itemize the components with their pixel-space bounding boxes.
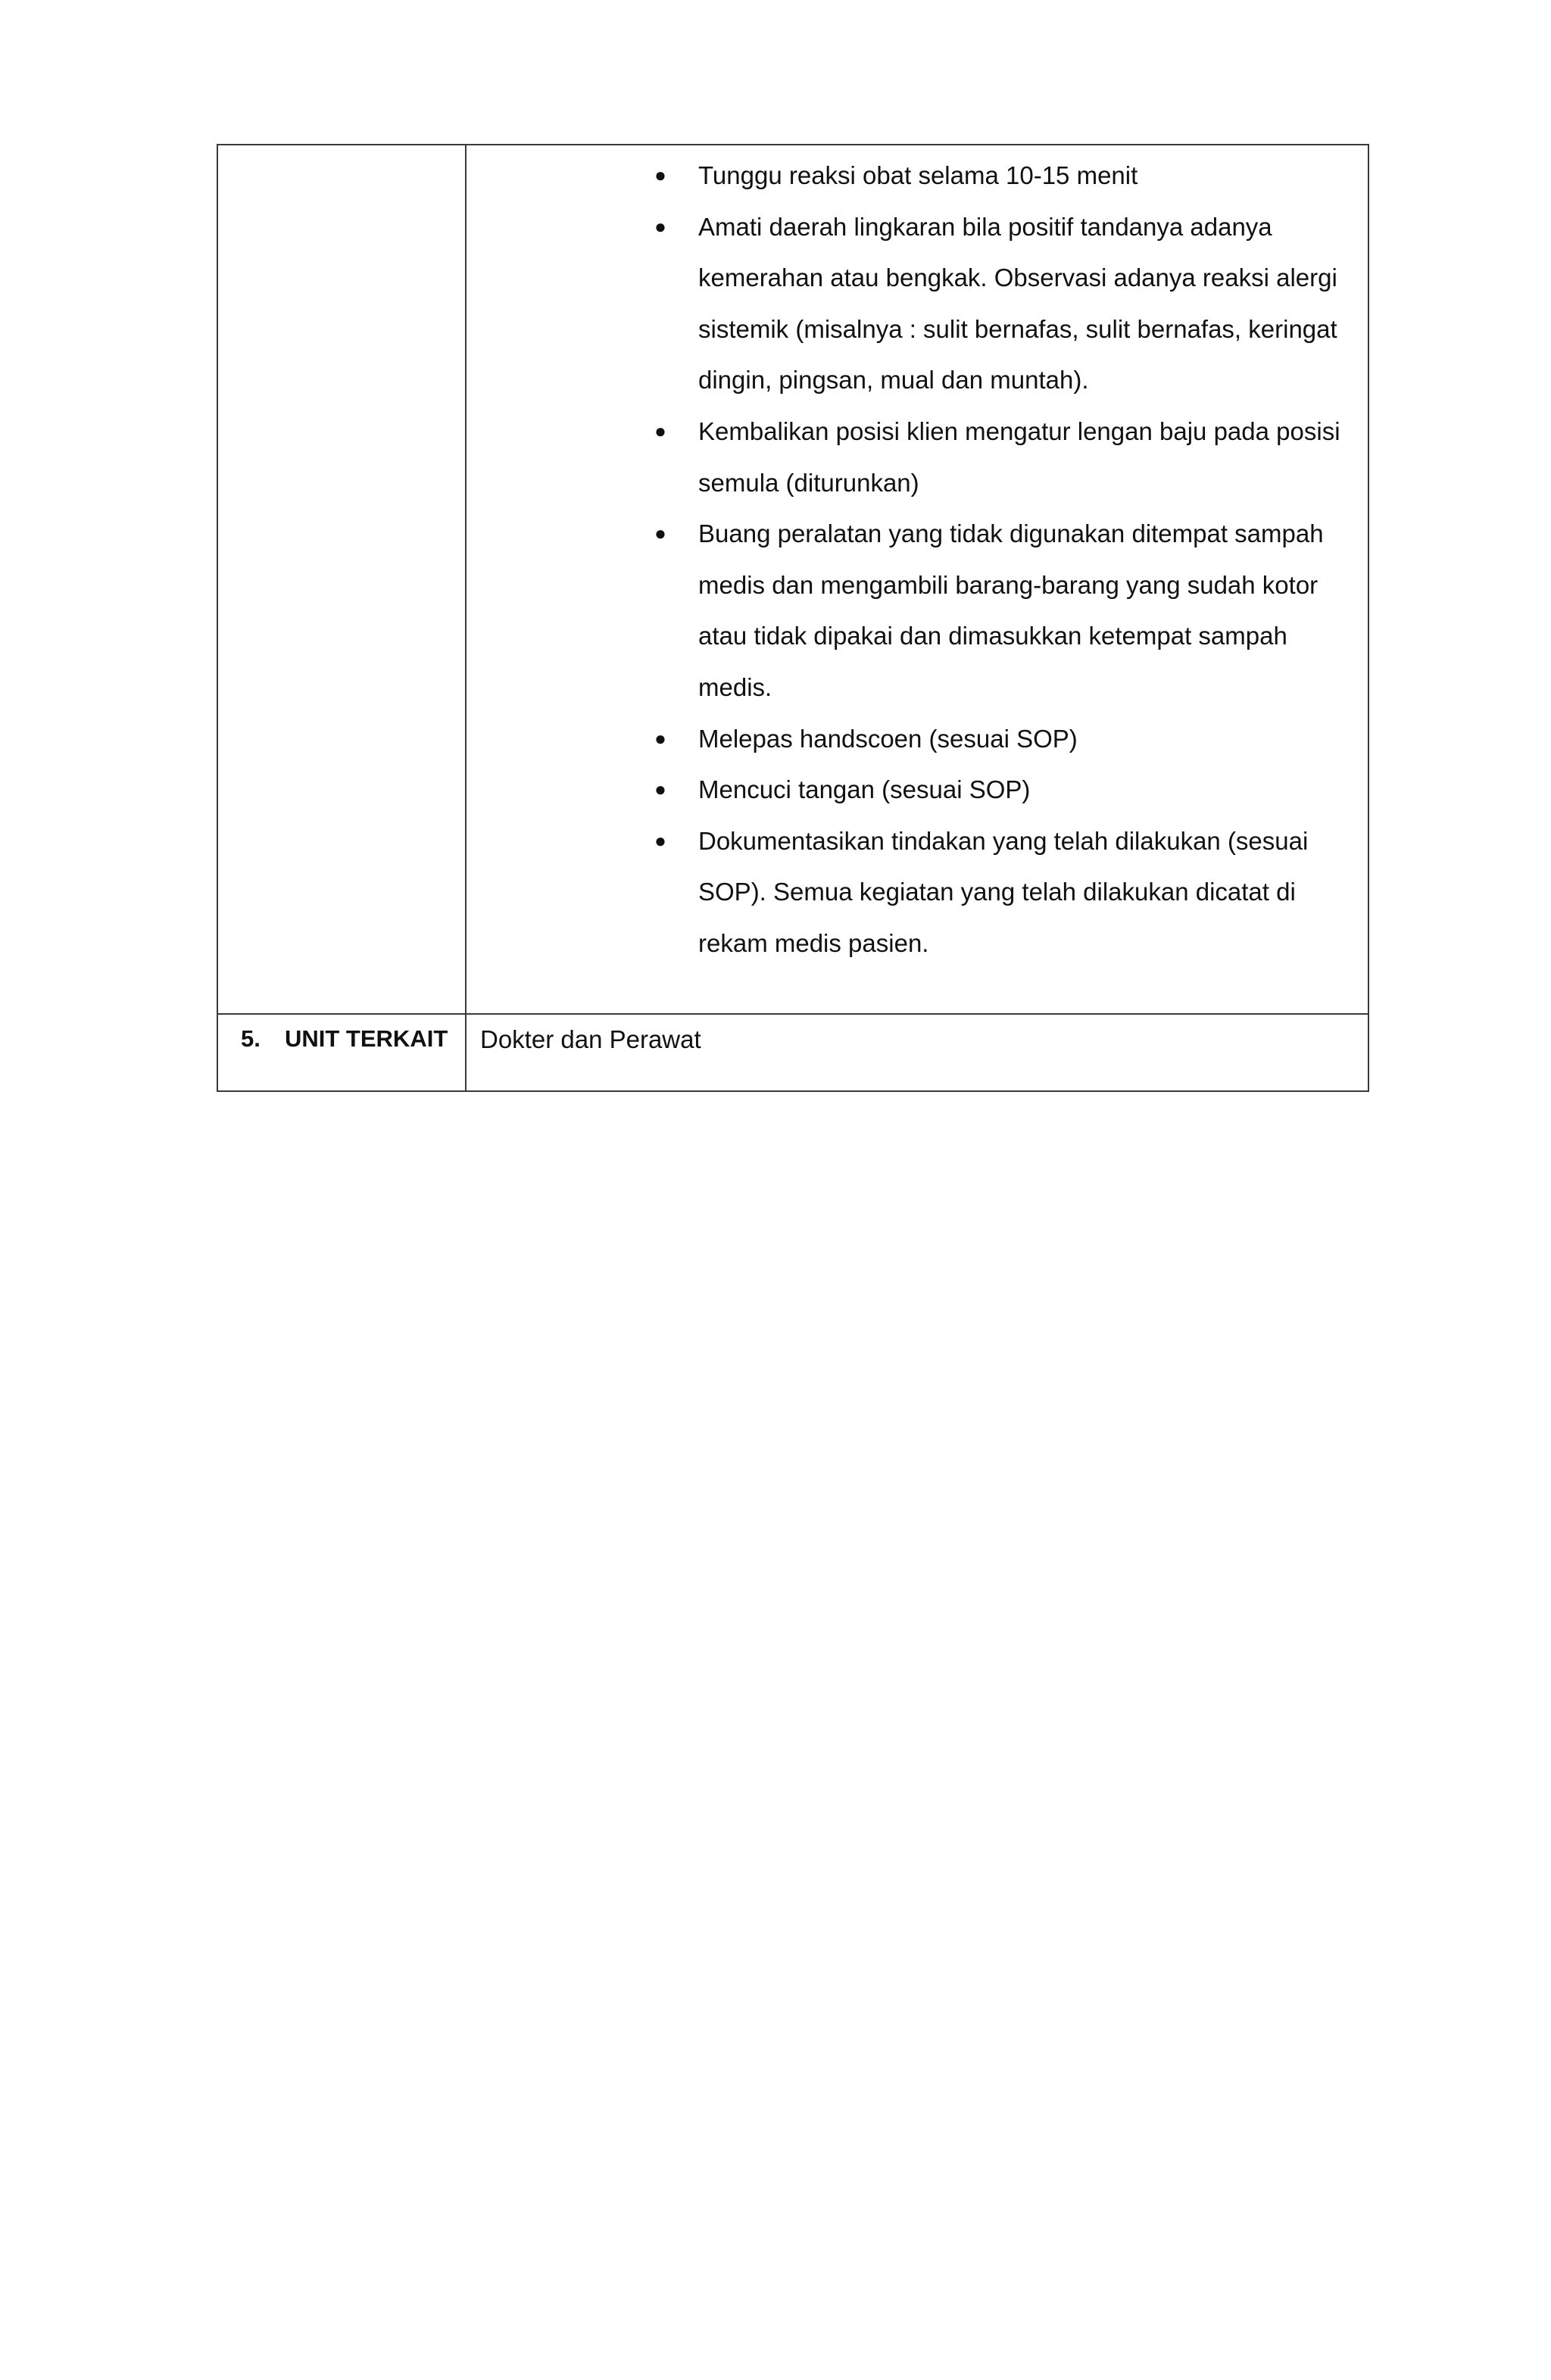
bullet-icon: ● bbox=[654, 828, 666, 852]
procedure-step bbox=[653, 816, 1351, 969]
procedure-step-text: Melepas handscoen (sesuai SOP) bbox=[698, 724, 1078, 753]
procedure-step-list bbox=[467, 145, 1368, 969]
section-label: UNIT TERKAIT bbox=[285, 1025, 448, 1052]
section-number: 5. bbox=[241, 1025, 261, 1052]
procedure-step bbox=[653, 764, 1351, 816]
bullet-icon: ● bbox=[654, 522, 666, 545]
procedure-step bbox=[653, 508, 1351, 713]
procedure-step-text: Mencuci tangan (sesuai SOP) bbox=[698, 775, 1031, 804]
procedure-label-cell bbox=[217, 145, 466, 1014]
bullet-icon: ● bbox=[654, 164, 666, 186]
sop-table bbox=[217, 144, 1369, 1092]
procedure-step bbox=[653, 406, 1351, 508]
procedure-step-text: Tunggu reaksi obat selama 10-15 menit bbox=[698, 161, 1138, 189]
bullet-icon: ● bbox=[654, 214, 666, 238]
bullet-icon: ● bbox=[654, 419, 666, 442]
procedure-step bbox=[653, 713, 1351, 765]
procedure-steps-cell bbox=[466, 145, 1368, 1014]
procedure-step bbox=[653, 201, 1351, 406]
bullet-icon: ● bbox=[654, 778, 666, 801]
procedure-step bbox=[653, 150, 1351, 201]
procedure-step-text: Kembalikan posisi klien mengatur lengan baju pada posisi semula (diturunkan) bbox=[698, 416, 1340, 497]
procedure-step-text: Amati daerah lingkaran bila positif tandanya adanya kemerahan atau bengkak. Observasi adanya reaksi alergi sistemik (misalnya : sulit bernafas, sulit bernafas, keringat dingin, pingsan, mual dan muntah). bbox=[698, 212, 1337, 395]
unit-terkait-row bbox=[217, 1014, 1368, 1091]
bullet-icon: ● bbox=[654, 726, 666, 750]
unit-terkait-value: Dokter dan Perawat bbox=[480, 1025, 701, 1053]
procedure-step-text: Buang peralatan yang tidak digunakan ditempat sampah medis dan mengambili barang-barang yang sudah kotor atau tidak dipakai dan dimasukkan ketempat sampah medis. bbox=[698, 519, 1324, 701]
unit-terkait-value-cell bbox=[466, 1014, 1368, 1091]
procedure-step-text: Dokumentasikan tindakan yang telah dilakukan (sesuai SOP). Semua kegiatan yang telah dilakukan dicatat di rekam medis pasien. bbox=[698, 826, 1309, 957]
procedure-row bbox=[217, 145, 1368, 1014]
unit-terkait-label-cell bbox=[217, 1014, 466, 1091]
